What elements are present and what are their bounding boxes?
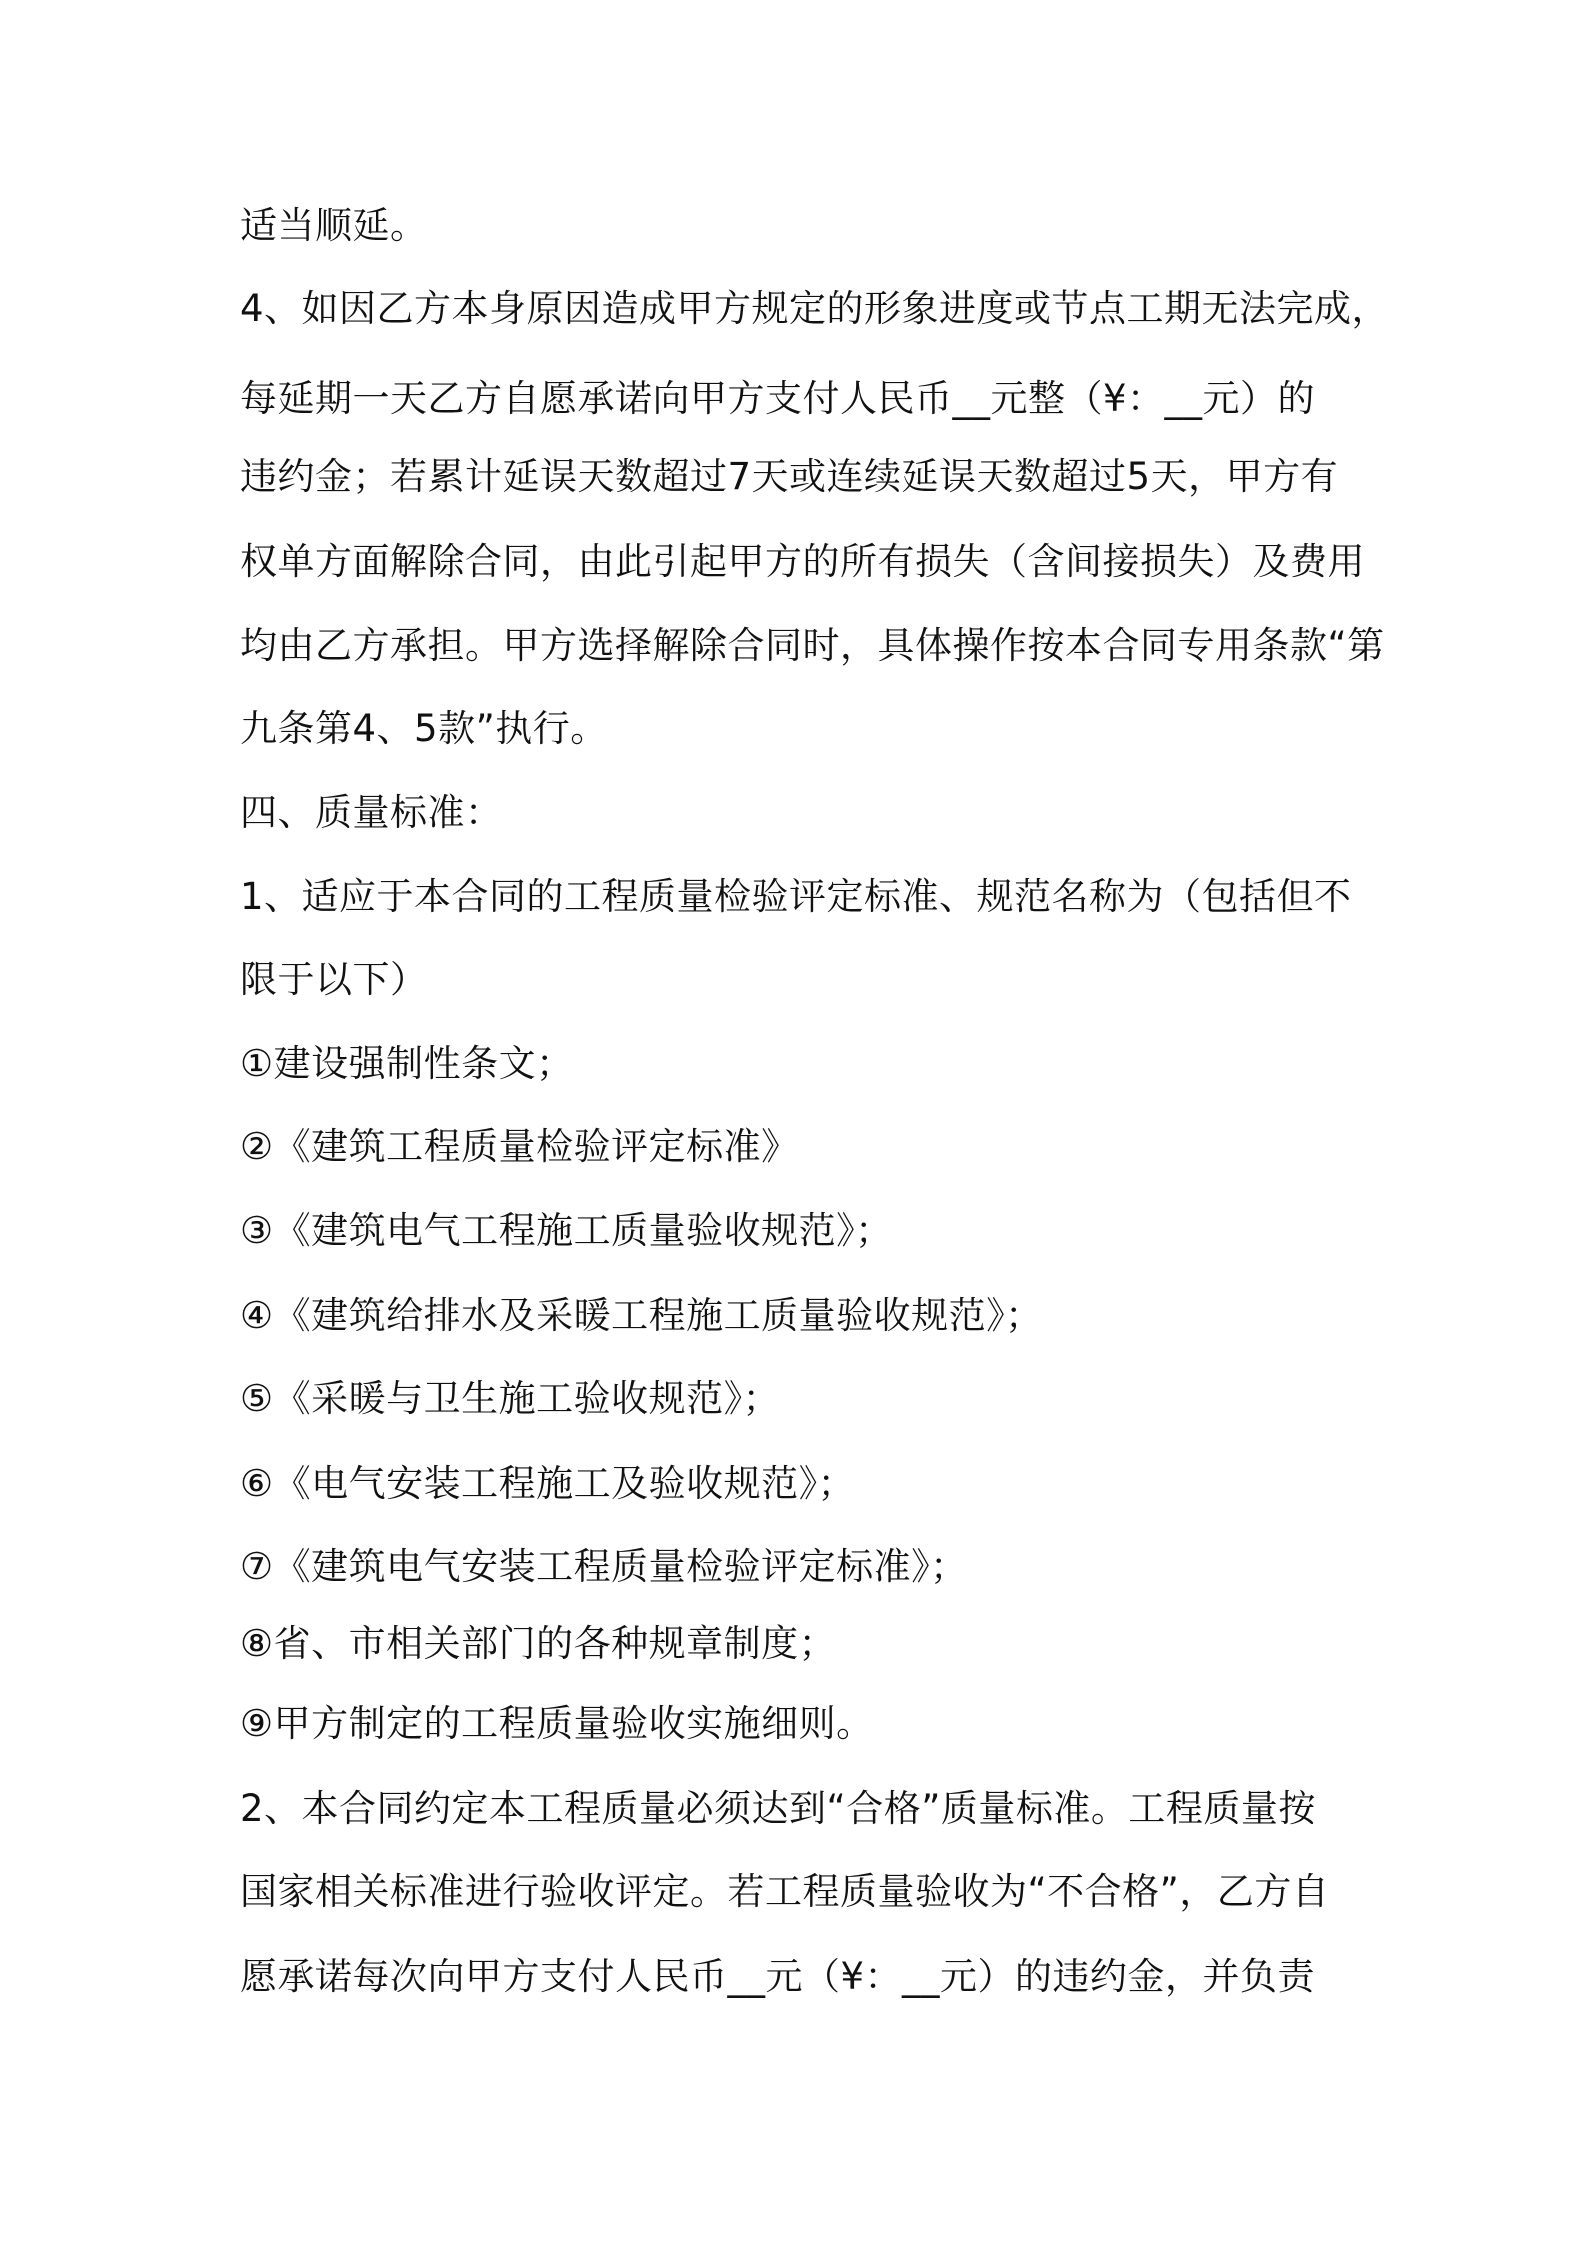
text-line: 1、适应于本合同的工程质量检验评定标准、规范名称为（包括但不 — [240, 875, 1352, 918]
text-line: 愿承诺每次向甲方支付人民币__元（¥：__元）的违约金，并负责 — [240, 1955, 1316, 1998]
text-line: 九条第4、5款”执行。 — [240, 707, 608, 750]
text-line: 违约金；若累计延误天数超过7天或连续延误天数超过5天，甲方有 — [240, 455, 1339, 498]
list-item: ⑥《电气安装工程施工及验收规范》； — [240, 1462, 856, 1505]
list-item: ⑨甲方制定的工程质量验收实施细则。 — [240, 1702, 874, 1745]
text-line: 均由乙方承担。甲方选择解除合同时，具体操作按本合同专用条款“第 — [240, 624, 1385, 667]
list-item: ①建设强制性条文； — [240, 1042, 574, 1085]
list-item: ⑦《建筑电气安装工程质量检验评定标准》； — [240, 1545, 968, 1588]
text-line: 适当顺延。 — [240, 204, 428, 247]
list-item: ⑧省、市相关部门的各种规章制度； — [240, 1622, 837, 1665]
text-line: 国家相关标准进行验收评定。若工程质量验收为“不合格”，乙方自 — [240, 1870, 1330, 1913]
text-line: 限于以下） — [240, 958, 428, 1001]
list-item: ④《建筑给排水及采暖工程施工质量验收规范》； — [240, 1294, 1043, 1337]
list-item: ⑤《采暖与卫生施工验收规范》； — [240, 1377, 781, 1420]
text-line: 2、本合同约定本工程质量必须达到“合格”质量标准。工程质量按 — [240, 1787, 1316, 1830]
section-heading: 四、质量标准： — [240, 791, 503, 834]
text-line: 4、如因乙方本身原因造成甲方规定的形象进度或节点工期无法完成， — [240, 287, 1390, 330]
text-line: 权单方面解除合同，由此引起甲方的所有损失（含间接损失）及费用 — [240, 540, 1365, 583]
list-item: ②《建筑工程质量检验评定标准》 — [240, 1125, 799, 1168]
text-line: 每延期一天乙方自愿承诺向甲方支付人民币__元整（¥：__元）的 — [240, 377, 1316, 420]
list-item: ③《建筑电气工程施工质量验收规范》； — [240, 1209, 893, 1252]
